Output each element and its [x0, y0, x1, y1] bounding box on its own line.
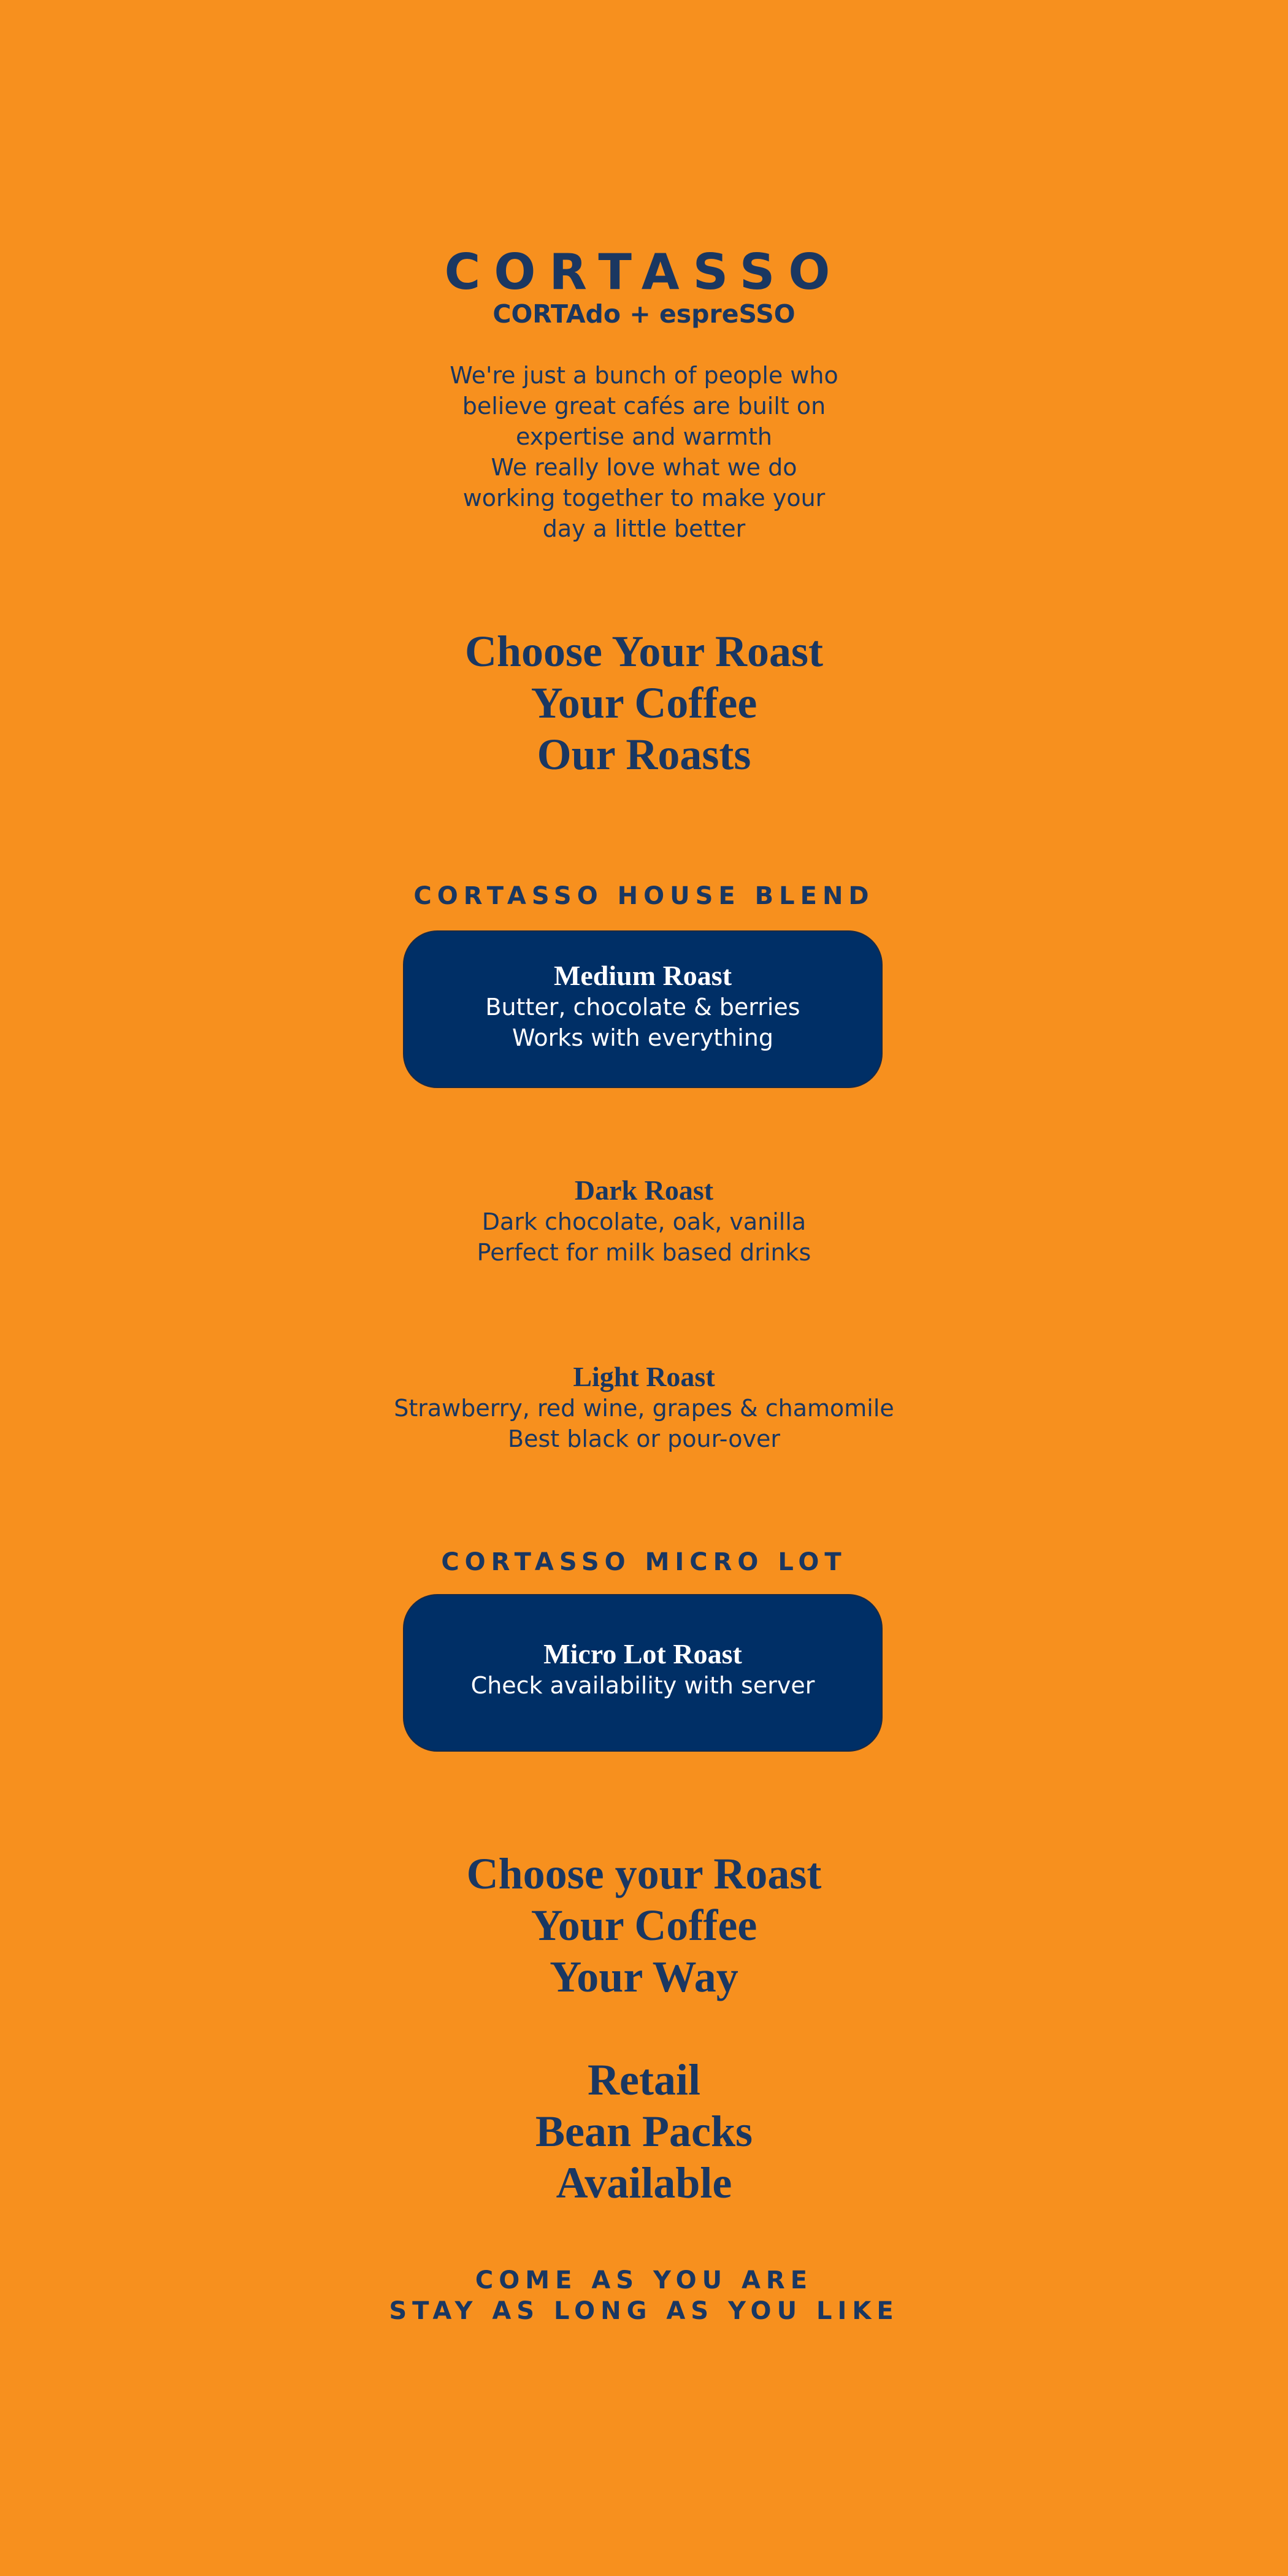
brand-name: CORTASSO [444, 243, 844, 301]
intro-line: We really love what we do [491, 454, 797, 481]
intro-line: working together to make your [462, 485, 826, 512]
house-blend-label: CORTASSO HOUSE BLEND [413, 882, 875, 910]
intro-line: believe great cafés are built on [462, 393, 826, 420]
retail-notice [0, 2054, 1288, 2209]
footer-line-2: STAY AS LONG AS YOU LIKE [389, 2297, 899, 2325]
heading-line: Choose Your Roast [464, 627, 824, 676]
heading-line: Your Way [550, 1952, 738, 2001]
brand-tagline: CORTAdo + espreSSO [493, 299, 795, 329]
heading-line: Our Roasts [537, 730, 751, 779]
medium-roast-pairing: Works with everything [512, 1024, 773, 1051]
intro-text [0, 360, 1288, 544]
heading-line: Your Coffee [531, 678, 757, 727]
heading-line: Your Coffee [531, 1901, 757, 1950]
heading-top [0, 626, 1288, 780]
dark-roast-notes: Dark chocolate, oak, vanilla [481, 1208, 807, 1235]
light-roast-pairing: Best black or pour-over [508, 1425, 780, 1452]
dark-roast-item [0, 1175, 1288, 1268]
light-roast-item [0, 1361, 1288, 1454]
micro-lot-card [403, 1594, 883, 1752]
micro-lot-label: CORTASSO MICRO LOT [441, 1548, 847, 1576]
heading-bottom [0, 1848, 1288, 2003]
micro-lot-title: Micro Lot Roast [543, 1638, 742, 1669]
retail-line: Retail [588, 2055, 700, 2104]
medium-roast-card [403, 930, 883, 1088]
dark-roast-title: Dark Roast [574, 1175, 714, 1206]
micro-lot-note: Check availability with server [470, 1672, 815, 1699]
retail-line: Bean Packs [535, 2107, 753, 2156]
dark-roast-pairing: Perfect for milk based drinks [477, 1239, 811, 1266]
medium-roast-title: Medium Roast [553, 960, 732, 991]
footer-line-1: COME AS YOU ARE [475, 2266, 813, 2294]
light-roast-title: Light Roast [573, 1361, 715, 1392]
light-roast-notes: Strawberry, red wine, grapes & chamomile [394, 1395, 894, 1422]
medium-roast-notes: Butter, chocolate & berries [485, 994, 800, 1021]
intro-line: day a little better [542, 515, 746, 542]
intro-line: We're just a bunch of people who [450, 362, 838, 389]
retail-line: Available [556, 2158, 732, 2207]
heading-line: Choose your Roast [466, 1849, 822, 1898]
intro-line: expertise and warmth [516, 423, 772, 450]
